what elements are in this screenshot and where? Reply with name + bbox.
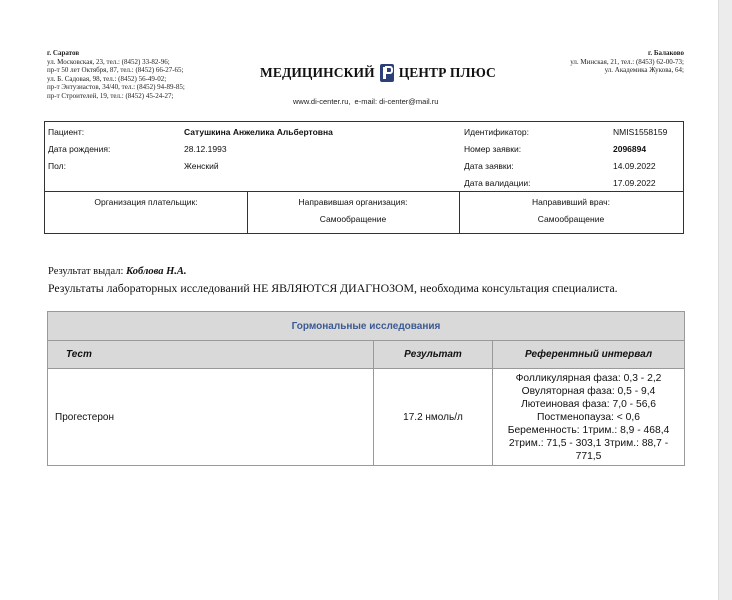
address-line: пр-т Энтузиастов, 34/40, тел.: (8452) 94-89-85; — [47, 83, 185, 92]
sex-label: Пол: — [48, 161, 66, 171]
divider — [45, 191, 683, 192]
referring-org — [247, 197, 459, 231]
ref-doctor-label: Направивший врач: — [532, 197, 610, 207]
issued-name: Коблова Н.А. — [126, 266, 187, 277]
birth-date: 28.12.1993 — [184, 144, 227, 154]
balakovo-addresses — [570, 49, 684, 75]
order-label: Номер заявки: — [464, 144, 522, 154]
address-line: ул. Академика Жукова, 64; — [604, 66, 684, 75]
saratov-city: г. Саратов — [47, 49, 80, 57]
ref-doctor-value: Самообращение — [537, 214, 605, 224]
id-label: Идентификатор: — [464, 127, 529, 137]
logo-text-left: МЕДИЦИНСКИЙ — [260, 65, 375, 80]
disclaimer: Результаты лабораторных исследований НЕ ЯВЛЯЮТСЯ ДИАГНОЗОМ, необходима консультация специалиста. — [48, 281, 618, 295]
test-name: Прогестерон — [48, 369, 374, 466]
sex-value: Женский — [184, 161, 219, 171]
ref-org-label: Направившая организация: — [298, 197, 408, 207]
website-link[interactable]: www.di-center.ru, — [293, 97, 351, 106]
referring-doctor — [459, 197, 683, 231]
clinic-logo — [260, 63, 496, 83]
ref-line: 771,5 — [575, 450, 602, 462]
order-number: 2096894 — [613, 144, 647, 154]
ref-line: Лютеиновая фаза: 7,0 - 56,6 — [520, 398, 657, 410]
ref-line: Беременность: 1трим.: 8,9 - 468,4 — [507, 424, 670, 436]
results-table — [47, 311, 685, 466]
col-ref: Референтный интервал — [493, 341, 685, 369]
ref-org-value: Самообращение — [319, 214, 387, 224]
validation-label: Дата валидации: — [464, 178, 531, 188]
order-date: 14.09.2022 — [613, 161, 656, 171]
test-result: 17.2 нмоль/л — [374, 369, 493, 466]
order-date-label: Дата заявки: — [464, 161, 514, 171]
payer-org — [45, 197, 247, 214]
logo-text-right: ЦЕНТР ПЛЮС — [398, 65, 496, 80]
address-line: ул. Московская, 23, тел.: (8452) 33-82-96; — [47, 57, 170, 66]
patient-name: Сатушкина Анжелика Альбертовна — [184, 127, 333, 137]
table-row — [48, 369, 685, 466]
ref-line: Фолликулярная фаза: 0,3 - 2,2 — [515, 372, 662, 384]
saratov-addresses — [47, 49, 185, 101]
validation-date: 17.09.2022 — [613, 178, 656, 188]
col-test: Тест — [48, 341, 374, 369]
email-link[interactable]: e-mail: di-center@mail.ru — [354, 97, 439, 106]
patient-info-table — [44, 121, 684, 234]
id-value: NMIS1558159 — [613, 127, 668, 137]
ref-line: 2трим.: 71,5 - 303,1 3трим.: 88,7 - — [508, 437, 669, 449]
reference-interval — [493, 369, 685, 466]
address-line: пр-т 50 лет Октября, 87, тел.: (8452) 66-27-65; — [47, 66, 184, 75]
patient-label: Пациент: — [48, 127, 85, 137]
balakovo-city: г. Балаково — [647, 49, 684, 57]
ref-line: Постменопауза: < 0,6 — [537, 411, 640, 423]
ref-line: Овуляторная фаза: 0,5 - 9,4 — [521, 385, 656, 397]
payer-label: Организация плательщик: — [94, 197, 198, 207]
page-edge — [718, 0, 732, 600]
address-line: ул. Б. Садовая, 98, тел.: (8452) 56-49-02; — [47, 74, 167, 83]
col-result: Результат — [374, 341, 493, 369]
issued-by — [48, 266, 187, 277]
birth-label: Дата рождения: — [48, 144, 111, 154]
address-line: пр-т Строителей, 19, тел.: (8452) 45-24-27; — [47, 91, 174, 100]
logo-mark-icon — [379, 63, 395, 83]
address-line: ул. Минская, 21, тел.: (8453) 62-00-73; — [570, 57, 684, 66]
section-title: Гормональные исследования — [48, 312, 685, 341]
issued-label: Результат выдал: — [48, 266, 124, 277]
clinic-contacts — [293, 97, 442, 106]
